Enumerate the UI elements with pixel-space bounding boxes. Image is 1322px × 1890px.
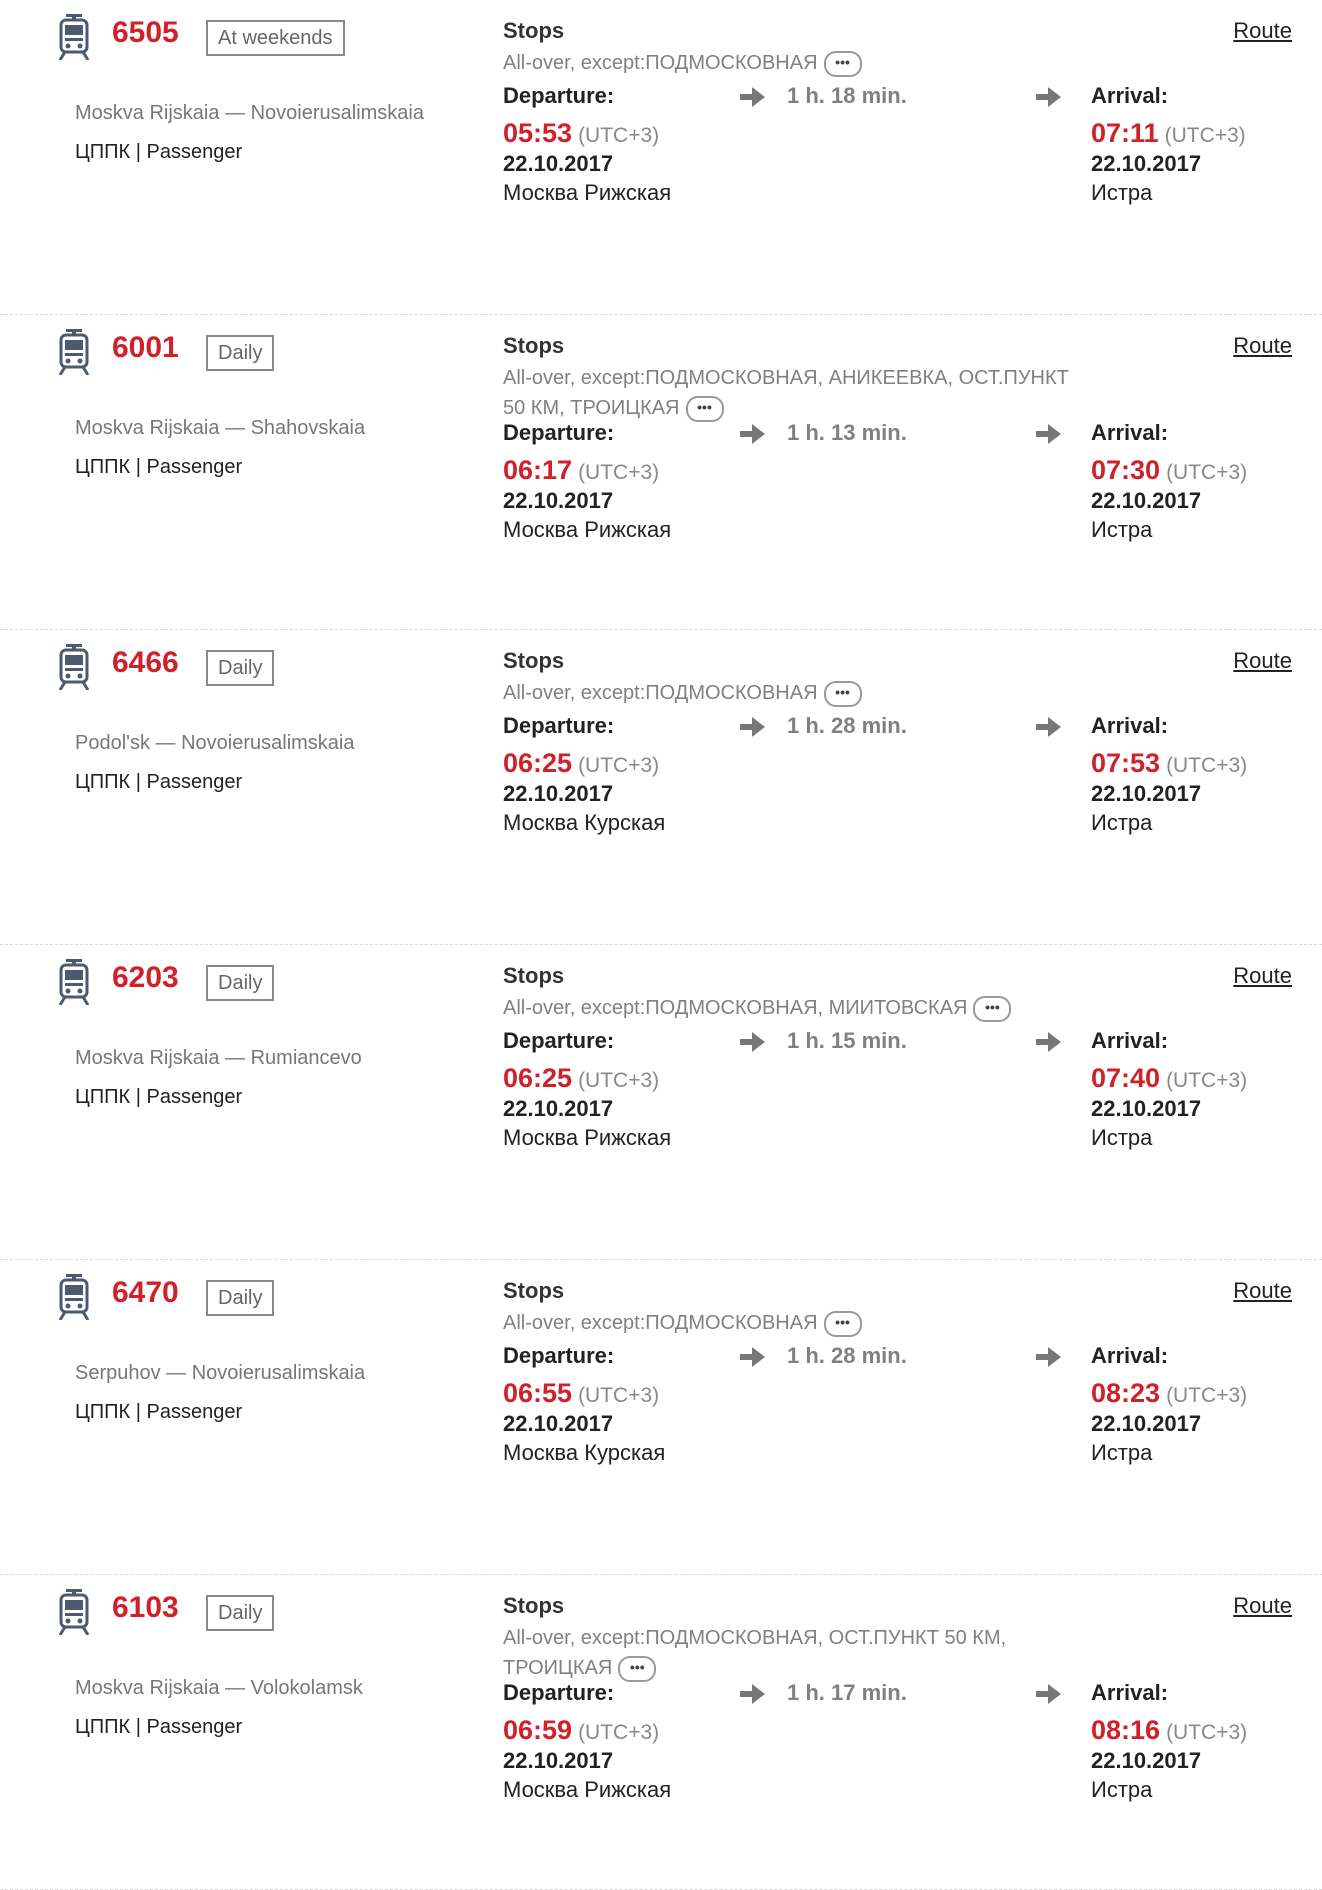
- arrival-station: Истра: [1091, 180, 1153, 205]
- arrival-timezone: (UTC+3): [1166, 461, 1248, 484]
- arrival-station: Истра: [1091, 1440, 1153, 1465]
- arrival-label: Arrival:: [1091, 1343, 1169, 1368]
- duration: 1 h. 17 min.: [787, 1680, 907, 1705]
- frequency-badge: Daily: [206, 1280, 274, 1316]
- departure-timezone: (UTC+3): [578, 1384, 660, 1407]
- arrow-right-icon: [740, 86, 766, 108]
- arrival-station: Истра: [1091, 810, 1153, 835]
- train-icon: [58, 329, 90, 375]
- more-stops-button[interactable]: •••: [618, 1656, 656, 1682]
- arrival-time-line: [1091, 455, 1247, 486]
- departure-station: Москва Курская: [503, 1440, 666, 1465]
- arrival-time: 07:30: [1091, 455, 1161, 485]
- carrier: ЦППК | Passenger: [75, 456, 243, 478]
- train-icon: [58, 14, 90, 60]
- duration: 1 h. 13 min.: [787, 420, 907, 445]
- departure-time-line: [503, 1715, 659, 1746]
- route-name: Moskva Rijskaia — Volokolamsk: [75, 1677, 363, 1699]
- stops-text: All-over, except:ПОДМОСКОВНАЯ •••: [503, 678, 1093, 708]
- departure-time: 06:17: [503, 455, 573, 485]
- departure-date: 22.10.2017: [503, 1096, 614, 1121]
- arrow-right-icon: [740, 423, 766, 445]
- duration: 1 h. 18 min.: [787, 83, 907, 108]
- train-number: 6103: [112, 1591, 179, 1624]
- carrier: ЦППК | Passenger: [75, 771, 243, 793]
- arrival-time: 07:40: [1091, 1063, 1161, 1093]
- train-icon: [58, 1274, 90, 1320]
- train-card-6505: [0, 0, 1322, 315]
- stops-title: Stops: [503, 1593, 565, 1618]
- arrival-time-line: [1091, 1063, 1247, 1094]
- departure-date: 22.10.2017: [503, 1748, 614, 1773]
- departure-label: Departure:: [503, 1028, 615, 1053]
- stops-text: All-over, except:ПОДМОСКОВНАЯ, ОСТ.ПУНКТ 50 КМ, ТРОИЦКАЯ •••: [503, 1623, 1093, 1683]
- departure-timezone: (UTC+3): [578, 461, 660, 484]
- route-name: Moskva Rijskaia — Shahovskaia: [75, 417, 366, 439]
- arrival-date: 22.10.2017: [1091, 781, 1202, 806]
- train-icon: [58, 959, 90, 1005]
- departure-time-line: [503, 118, 659, 149]
- route-link[interactable]: Route: [1233, 18, 1292, 43]
- train-card-6203: [0, 945, 1322, 1260]
- arrow-right-icon: [740, 1683, 766, 1705]
- arrival-date: 22.10.2017: [1091, 151, 1202, 176]
- arrow-right-icon: [1036, 716, 1062, 738]
- route-name: Podol'sk — Novoierusalimskaia: [75, 732, 355, 754]
- more-stops-button[interactable]: •••: [824, 51, 862, 77]
- frequency-badge: Daily: [206, 335, 274, 371]
- stops-title: Stops: [503, 333, 565, 358]
- route-name: Moskva Rijskaia — Novoierusalimskaia: [75, 102, 424, 124]
- departure-date: 22.10.2017: [503, 488, 614, 513]
- arrival-timezone: (UTC+3): [1166, 1384, 1248, 1407]
- departure-time-line: [503, 1378, 659, 1409]
- stops-text: All-over, except:ПОДМОСКОВНАЯ •••: [503, 48, 1093, 78]
- arrow-right-icon: [740, 716, 766, 738]
- arrival-station: Истра: [1091, 1125, 1153, 1150]
- arrival-time: 08:23: [1091, 1378, 1161, 1408]
- stops-title: Stops: [503, 1278, 565, 1303]
- arrival-timezone: (UTC+3): [1166, 1069, 1248, 1092]
- route-link[interactable]: Route: [1233, 333, 1292, 358]
- arrival-label: Arrival:: [1091, 1680, 1169, 1705]
- train-number: 6505: [112, 16, 179, 49]
- arrival-time-line: [1091, 118, 1246, 149]
- departure-time-line: [503, 455, 659, 486]
- departure-timezone: (UTC+3): [578, 1721, 660, 1744]
- carrier: ЦППК | Passenger: [75, 1716, 243, 1738]
- frequency-badge: Daily: [206, 965, 274, 1001]
- arrival-timezone: (UTC+3): [1166, 754, 1248, 777]
- train-number: 6203: [112, 961, 179, 994]
- arrival-time-line: [1091, 1715, 1247, 1746]
- arrow-right-icon: [1036, 1683, 1062, 1705]
- duration: 1 h. 15 min.: [787, 1028, 907, 1053]
- arrival-time: 07:11: [1091, 118, 1159, 148]
- arrow-right-icon: [740, 1031, 766, 1053]
- departure-label: Departure:: [503, 713, 615, 738]
- duration: 1 h. 28 min.: [787, 713, 907, 738]
- arrival-label: Arrival:: [1091, 713, 1169, 738]
- train-card-6001: [0, 315, 1322, 630]
- arrival-timezone: (UTC+3): [1166, 1721, 1248, 1744]
- departure-station: Москва Рижская: [503, 180, 672, 205]
- more-stops-button[interactable]: •••: [686, 396, 724, 422]
- arrival-station: Истра: [1091, 517, 1153, 542]
- stops-text: All-over, except:ПОДМОСКОВНАЯ •••: [503, 1308, 1093, 1338]
- duration: 1 h. 28 min.: [787, 1343, 907, 1368]
- departure-station: Москва Рижская: [503, 517, 672, 542]
- arrow-right-icon: [740, 1346, 766, 1368]
- route-link[interactable]: Route: [1233, 963, 1292, 988]
- carrier: ЦППК | Passenger: [75, 141, 243, 163]
- departure-station: Москва Курская: [503, 810, 666, 835]
- arrival-time: 08:16: [1091, 1715, 1161, 1745]
- departure-label: Departure:: [503, 83, 615, 108]
- arrival-label: Arrival:: [1091, 83, 1169, 108]
- departure-label: Departure:: [503, 1343, 615, 1368]
- departure-time-line: [503, 748, 659, 779]
- arrival-time-line: [1091, 748, 1247, 779]
- route-name: Moskva Rijskaia — Rumiancevo: [75, 1047, 362, 1069]
- departure-timezone: (UTC+3): [578, 124, 660, 147]
- departure-time: 06:25: [503, 1063, 573, 1093]
- frequency-badge: Daily: [206, 1595, 274, 1631]
- train-icon: [58, 644, 90, 690]
- departure-time: 05:53: [503, 118, 573, 148]
- more-stops-button[interactable]: •••: [824, 1311, 862, 1337]
- arrival-date: 22.10.2017: [1091, 1411, 1202, 1436]
- arrival-time: 07:53: [1091, 748, 1161, 778]
- train-number: 6001: [112, 331, 179, 364]
- route-link[interactable]: Route: [1233, 1278, 1292, 1303]
- departure-time: 06:59: [503, 1715, 573, 1745]
- stops-title: Stops: [503, 18, 565, 43]
- carrier: ЦППК | Passenger: [75, 1086, 243, 1108]
- more-stops-button[interactable]: •••: [973, 996, 1011, 1022]
- departure-date: 22.10.2017: [503, 151, 614, 176]
- frequency-badge: Daily: [206, 650, 274, 686]
- departure-label: Departure:: [503, 420, 615, 445]
- arrival-date: 22.10.2017: [1091, 488, 1202, 513]
- train-icon: [58, 1589, 90, 1635]
- route-link[interactable]: Route: [1233, 1593, 1292, 1618]
- departure-time: 06:55: [503, 1378, 573, 1408]
- arrival-timezone: (UTC+3): [1164, 124, 1246, 147]
- route-link[interactable]: Route: [1233, 648, 1292, 673]
- train-number: 6470: [112, 1276, 179, 1309]
- departure-date: 22.10.2017: [503, 781, 614, 806]
- stops-title: Stops: [503, 648, 565, 673]
- arrow-right-icon: [1036, 1031, 1062, 1053]
- departure-date: 22.10.2017: [503, 1411, 614, 1436]
- arrival-label: Arrival:: [1091, 420, 1169, 445]
- stops-title: Stops: [503, 963, 565, 988]
- arrival-date: 22.10.2017: [1091, 1096, 1202, 1121]
- departure-station: Москва Рижская: [503, 1125, 672, 1150]
- stops-text: All-over, except:ПОДМОСКОВНАЯ, АНИКЕЕВКА, ОСТ.ПУНКТ 50 КМ, ТРОИЦКАЯ •••: [503, 363, 1093, 423]
- train-number: 6466: [112, 646, 179, 679]
- train-card-6470: [0, 1260, 1322, 1575]
- departure-station: Москва Рижская: [503, 1777, 672, 1802]
- arrival-date: 22.10.2017: [1091, 1748, 1202, 1773]
- arrival-time-line: [1091, 1378, 1247, 1409]
- departure-time-line: [503, 1063, 659, 1094]
- route-name: Serpuhov — Novoierusalimskaia: [75, 1362, 366, 1384]
- train-card-6103: [0, 1575, 1322, 1890]
- carrier: ЦППК | Passenger: [75, 1401, 243, 1423]
- arrival-label: Arrival:: [1091, 1028, 1169, 1053]
- arrow-right-icon: [1036, 423, 1062, 445]
- departure-timezone: (UTC+3): [578, 754, 660, 777]
- arrow-right-icon: [1036, 1346, 1062, 1368]
- stops-text: All-over, except:ПОДМОСКОВНАЯ, МИИТОВСКАЯ •••: [503, 993, 1093, 1023]
- arrival-station: Истра: [1091, 1777, 1153, 1802]
- departure-timezone: (UTC+3): [578, 1069, 660, 1092]
- departure-time: 06:25: [503, 748, 573, 778]
- arrow-right-icon: [1036, 86, 1062, 108]
- departure-label: Departure:: [503, 1680, 615, 1705]
- frequency-badge: At weekends: [206, 20, 345, 56]
- train-card-6466: [0, 630, 1322, 945]
- more-stops-button[interactable]: •••: [824, 681, 862, 707]
